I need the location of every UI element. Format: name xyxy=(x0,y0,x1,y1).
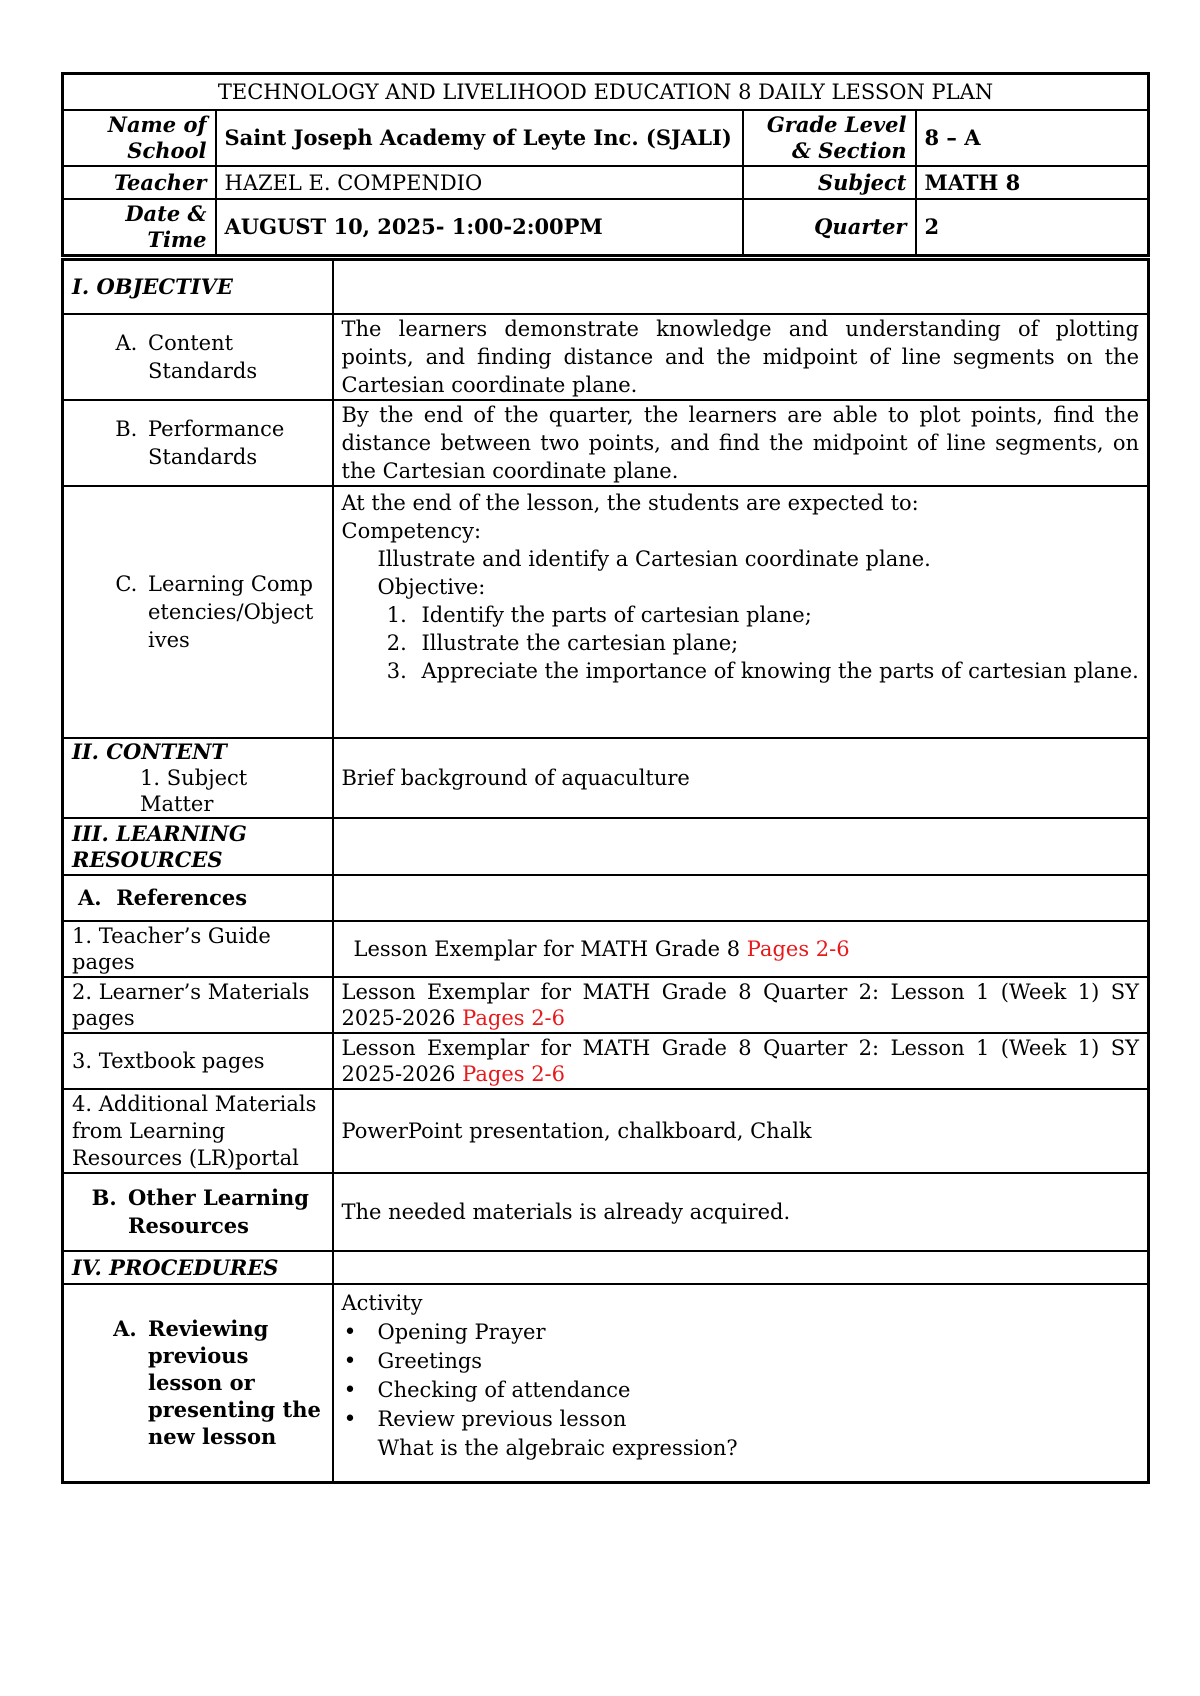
teachers-guide-pages: Pages 2-6 xyxy=(746,937,850,961)
content-heading: II. CONTENT xyxy=(72,739,227,764)
document-title: TECHNOLOGY AND LIVELIHOOD EDUCATION 8 DAILY LESSON PLAN xyxy=(63,74,1149,111)
competency-heading: Competency: xyxy=(341,519,482,543)
objectives-list xyxy=(342,601,1140,685)
textbook-pages: Pages 2-6 xyxy=(462,1062,566,1086)
activity-list xyxy=(342,1318,1140,1434)
objective-item: 2. Illustrate the cartesian plane; xyxy=(414,629,1140,657)
content-standards-label: A. Content Standards xyxy=(144,329,324,385)
performance-standards-row xyxy=(63,400,1149,486)
additional-materials-text: PowerPoint presentation, chalkboard, Chalk xyxy=(333,1089,1149,1173)
performance-standards-text: By the end of the quarter, the learners are able to plot points, find the distance between two points, and find the midpoint of line segments, on the Cartesian coordinate plane. xyxy=(333,400,1149,486)
subject-matter-label: 1. Subject Matter xyxy=(140,766,248,816)
other-resources-label: B. Other Learning Resources xyxy=(124,1184,324,1240)
competencies-label: C. Learning Competencies/Objectives xyxy=(144,570,316,654)
teacher-row xyxy=(63,166,1149,199)
performance-standards-label: B. Performance Standards xyxy=(144,415,324,471)
resources-heading: III. LEARNING RESOURCES xyxy=(63,818,333,875)
competency-text: Illustrate and identify a Cartesian coordinate plane. xyxy=(377,547,931,571)
header-table xyxy=(61,72,1150,257)
other-resources-row xyxy=(63,1173,1149,1251)
procedures-heading-row xyxy=(63,1251,1149,1284)
grade-label: Grade Level & Section xyxy=(743,110,916,166)
teachers-guide-row xyxy=(63,921,1149,977)
quarter-label: Quarter xyxy=(743,199,916,255)
school-label: Name of School xyxy=(63,110,216,166)
teachers-guide-label: 1. Teacher’s Guide pages xyxy=(63,921,333,977)
activity-item: • Checking of attendance xyxy=(378,1376,1140,1405)
review-label: A. Reviewing previous lesson or presenting the new lesson xyxy=(144,1315,324,1450)
textbook-row xyxy=(63,1033,1149,1089)
quarter-value: 2 xyxy=(916,199,1149,255)
lesson-plan-page xyxy=(61,72,1150,1484)
objective-item: 3. Appreciate the importance of knowing the parts of cartesian plane. xyxy=(414,657,1140,685)
review-question: What is the algebraic expression? xyxy=(377,1436,738,1460)
activity-heading: Activity xyxy=(341,1291,423,1315)
date-value: AUGUST 10, 2025- 1:00-2:00PM xyxy=(216,199,743,255)
school-row xyxy=(63,110,1149,166)
objective-item: 1. Identify the parts of cartesian plane; xyxy=(414,601,1140,629)
references-row: A. References xyxy=(63,875,1149,921)
date-row xyxy=(63,199,1149,255)
learners-materials-text: Lesson Exemplar for MATH Grade 8 Quarter 2: Lesson 1 (Week 1) SY 2025-2026 xyxy=(341,980,1139,1030)
subject-label: Subject xyxy=(743,166,916,199)
learners-materials-label: 2. Learner’s Materials pages xyxy=(63,977,333,1033)
date-label: Date & Time xyxy=(63,199,216,255)
learners-materials-row xyxy=(63,977,1149,1033)
teacher-label: Teacher xyxy=(63,166,216,199)
activity-item: • Review previous lesson xyxy=(378,1405,1140,1434)
competencies-row xyxy=(63,486,1149,738)
objective-heading-row xyxy=(63,259,1149,314)
subject-matter-value: Brief background of aquaculture xyxy=(333,738,1149,818)
objective-subheading: Objective: xyxy=(377,575,486,599)
grade-value: 8 – A xyxy=(916,110,1149,166)
review-row xyxy=(63,1284,1149,1482)
content-standards-text: The learners demonstrate knowledge and understanding of plotting points, and finding distance and the midpoint of line segments on the Cartesian coordinate plane. xyxy=(333,314,1149,400)
teacher-value: HAZEL E. COMPENDIO xyxy=(216,166,743,199)
content-standards-row xyxy=(63,314,1149,400)
learners-materials-pages: Pages 2-6 xyxy=(462,1006,566,1030)
content-row xyxy=(63,738,1149,818)
title-row xyxy=(63,74,1149,111)
references-label: References xyxy=(116,885,248,910)
activity-item: • Greetings xyxy=(378,1347,1140,1376)
additional-materials-label: 4. Additional Materials from Learning Resources (LR)portal xyxy=(63,1089,333,1173)
objective-heading: I. OBJECTIVE xyxy=(63,259,333,314)
lesson-body-table xyxy=(61,258,1150,1484)
school-value: Saint Joseph Academy of Leyte Inc. (SJALI) xyxy=(216,110,743,166)
textbook-text: Lesson Exemplar for MATH Grade 8 Quarter 2: Lesson 1 (Week 1) SY 2025-2026 xyxy=(341,1036,1139,1086)
competencies-intro: At the end of the lesson, the students are expected to: xyxy=(341,491,919,515)
resources-heading-row xyxy=(63,818,1149,875)
procedures-heading: IV. PROCEDURES xyxy=(63,1251,333,1284)
subject-value: MATH 8 xyxy=(916,166,1149,199)
other-resources-text: The needed materials is already acquired. xyxy=(333,1173,1149,1251)
activity-item: • Opening Prayer xyxy=(378,1318,1140,1347)
textbook-label: 3. Textbook pages xyxy=(63,1033,333,1089)
additional-materials-row xyxy=(63,1089,1149,1173)
teachers-guide-text: Lesson Exemplar for MATH Grade 8 xyxy=(353,937,741,961)
